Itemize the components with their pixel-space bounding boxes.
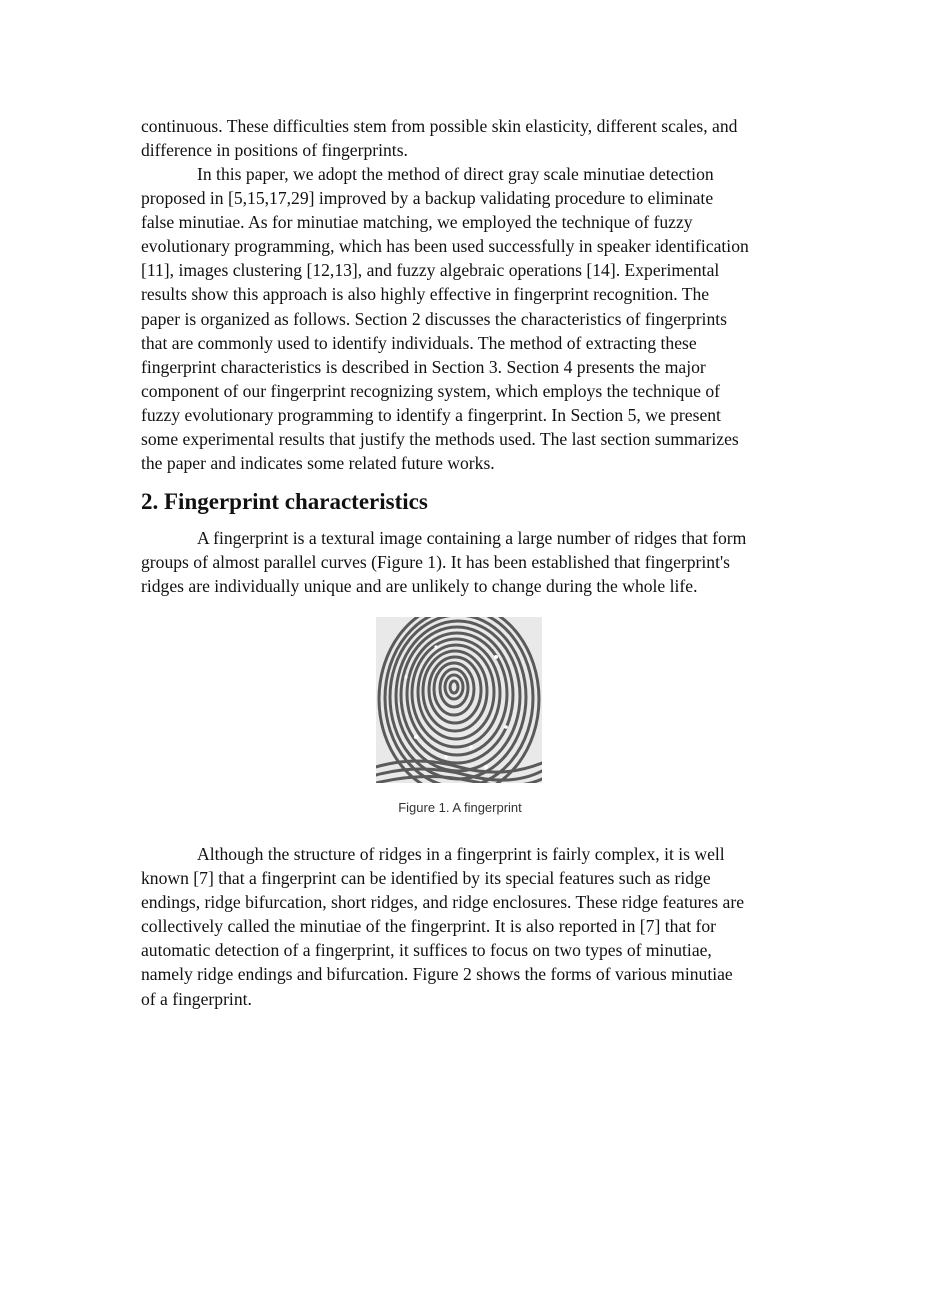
text-line: false minutiae. As for minutiae matching, we employed the technique of fuzzy [141,212,693,233]
section-heading: 2. Fingerprint characteristics [141,489,428,514]
text-line: ridges are individually unique and are unlikely to change during the whole life. [141,576,698,597]
text-line: collectively called the minutiae of the fingerprint. It is also reported in [7] that for [141,916,717,937]
figure-caption: Figure 1. A fingerprint [398,800,522,815]
text-line: fingerprint characteristics is described in Section 3. Section 4 presents the major [141,356,706,377]
text-line: of a fingerprint. [141,988,252,1009]
fingerprint-figure [376,617,542,783]
text-line: that are commonly used to identify individuals. The method of extracting these [141,332,697,353]
text-line: Although the structure of ridges in a fingerprint is fairly complex, it is well [197,844,725,864]
text-line: the paper and indicates some related future works. [141,453,495,474]
text-line: continuous. These difficulties stem from possible skin elasticity, different scales, and [141,116,738,136]
text-line: fuzzy evolutionary programming to identify a fingerprint. In Section 5, we present [141,404,721,425]
paragraph-continuation [141,114,791,162]
paragraph-minutiae [141,842,791,1011]
text-line: some experimental results that justify the methods used. The last section summarizes [141,429,739,450]
paragraph-fingerprint-definition [141,526,791,598]
text-line: known [7] that a fingerprint can be identified by its special features such as ridge [141,868,711,889]
text-line: [11], images clustering [12,13], and fuzzy algebraic operations [14]. Experimental [141,260,720,281]
fingerprint-image [376,617,542,783]
text-line: difference in positions of fingerprints. [141,140,408,161]
text-line: results show this approach is also highly effective in fingerprint recognition. The [141,284,710,305]
text-line: paper is organized as follows. Section 2 discusses the characteristics of fingerprints [141,308,727,329]
text-line: endings, ridge bifurcation, short ridges, and ridge enclosures. These ridge features are [141,892,745,913]
text-line: In this paper, we adopt the method of direct gray scale minutiae detection [197,164,714,184]
paragraph-intro-overview [141,162,791,475]
text-line: component of our fingerprint recognizing system, which employs the technique of [141,380,720,401]
text-line: automatic detection of a fingerprint, it suffices to focus on two types of minutiae, [141,940,712,961]
text-line: evolutionary programming, which has been used successfully in speaker identification [141,236,749,257]
text-line: A fingerprint is a textural image containing a large number of ridges that form [197,528,747,548]
text-line: proposed in [5,15,17,29] improved by a backup validating procedure to eliminate [141,188,714,209]
text-line: groups of almost parallel curves (Figure 1). It has been established that fingerprint's [141,552,730,573]
text-line: namely ridge endings and bifurcation. Figure 2 shows the forms of various minutiae [141,964,733,985]
